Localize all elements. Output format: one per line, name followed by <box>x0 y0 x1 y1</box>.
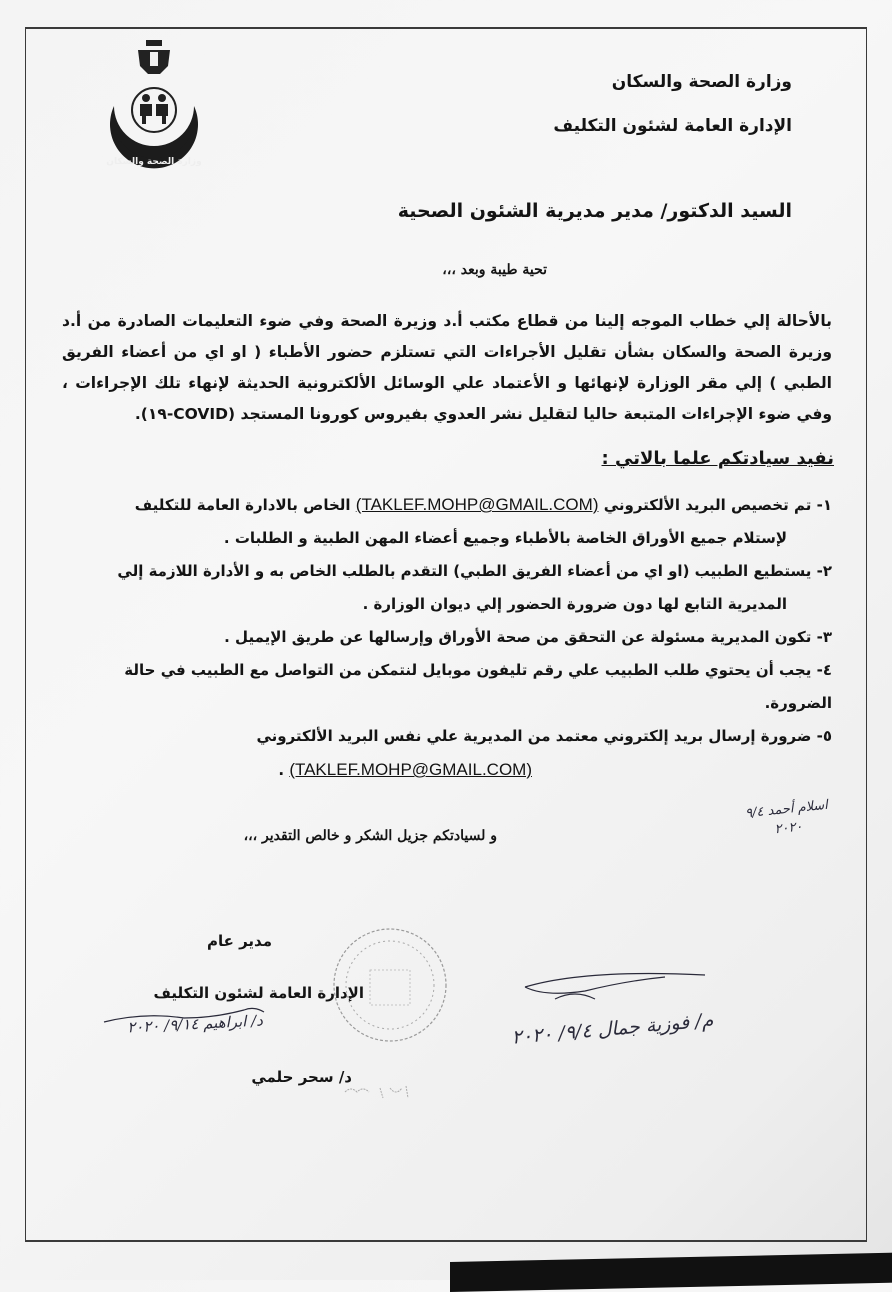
signatory-title: مدير عام <box>206 932 272 950</box>
notice-heading: نفيد سيادتكم علما بالاتي : <box>601 448 834 469</box>
list-item <box>52 621 832 654</box>
list-item <box>52 555 832 621</box>
logo-text: وزارة الصحة والسكان <box>106 157 202 167</box>
item-text: ضرورة إرسال بريد إلكتروني معتمد من المديرية علي نفس البريد الألكتروني <box>256 727 812 745</box>
item-list <box>52 488 832 787</box>
item-text: . <box>278 761 285 779</box>
item-number: ٤- <box>816 661 832 679</box>
email-link[interactable]: (TAKLEF.MOHP@GMAIL.COM) <box>289 760 532 779</box>
signatory-name: د/ سحر حلمي <box>251 1068 352 1086</box>
email-link[interactable]: (TAKLEF.MOHP@GMAIL.COM) <box>355 495 599 514</box>
letterhead <box>553 60 792 148</box>
intro-paragraph: بالأحالة إلي خطاب الموجه إلينا من قطاع مكتب أ.د وزيرة الصحة وفي ضوء التعليمات الصادرة من أ.د وزيرة الصحة والسكان بشأن تقليل الأجراءات التي تستلزم حضور الأطباء ( او اي من أعضاء الفريق الطبي ) إلي مقر الوزارة لإنهائها و الأعتماد علي الوسائل الألكترونية الحديثة لإنهاء تلك الإجراءات ، وفي ضوء الإجراءات المتبعة حاليا لتقليل نشر العدوي بفيروس كورونا المستجد (COVID-١٩). <box>62 312 832 423</box>
ministry-name: وزارة الصحة والسكان <box>611 72 792 92</box>
signatory-department: الإدارة العامة لشئون التكليف <box>153 984 364 1002</box>
list-item <box>52 720 832 787</box>
item-number: ٢- <box>816 562 832 580</box>
item-number: ١- <box>816 496 832 514</box>
list-item <box>52 488 832 555</box>
item-text: يستطيع الطبيب (او اي من أعضاء الفريق الطبي) التقدم بالطلب الخاص به و الأدارة اللازمة إلي <box>117 562 812 580</box>
scan-shadow <box>450 1252 892 1292</box>
item-continuation: المديرية التابع لها دون ضرورة الحضور إلي ديوان الوزارة . <box>362 595 787 613</box>
department-name: الإدارة العامة لشئون التكليف <box>553 116 792 136</box>
item-number: ٥- <box>816 727 832 745</box>
second-signature-flourish <box>505 965 725 1005</box>
item-text: تكون المديرية مسئولة عن التحقق من صحة الأوراق وإرسالها عن طريق الإيميل . <box>224 628 812 646</box>
item-text: تم تخصيص البريد الألكتروني <box>603 496 812 514</box>
item-continuation: لإستلام جميع الأوراق الخاصة بالأطباء وجميع أعضاء المهن الطبية و الطلبات . <box>223 529 787 547</box>
item-number: ٣- <box>816 628 832 646</box>
item-text: يجب أن يحتوي طلب الطبيب علي رقم تليفون موبايل لنتمكن من التواصل مع الطبيب في حالة الضرورة. <box>124 661 832 712</box>
closing-line: و لسيادتكم جزيل الشكر و خالص التقدير ،،، <box>243 828 497 844</box>
greeting: تحية طيبة وبعد ،،، <box>442 262 547 278</box>
addressee: السيد الدكتور/ مدير مديرية الشئون الصحية <box>397 200 792 222</box>
ministry-of-health-emblem-icon <box>98 36 210 176</box>
stamp-number <box>340 1080 420 1104</box>
second-handwritten-signature: م/ فوزية جمال ٩/٤/ ٢٠٢٠ <box>510 1009 715 1049</box>
handwritten-signature: د/ ابراهيم ٩/١٤/ ٢٠٢٠ <box>126 1011 264 1037</box>
item-text: الخاص بالادارة العامة للتكليف <box>134 496 351 514</box>
list-item <box>52 654 832 720</box>
handwritten-note: اسلام أحمد ٩/٤ ٢٠٢٠ <box>744 797 829 838</box>
